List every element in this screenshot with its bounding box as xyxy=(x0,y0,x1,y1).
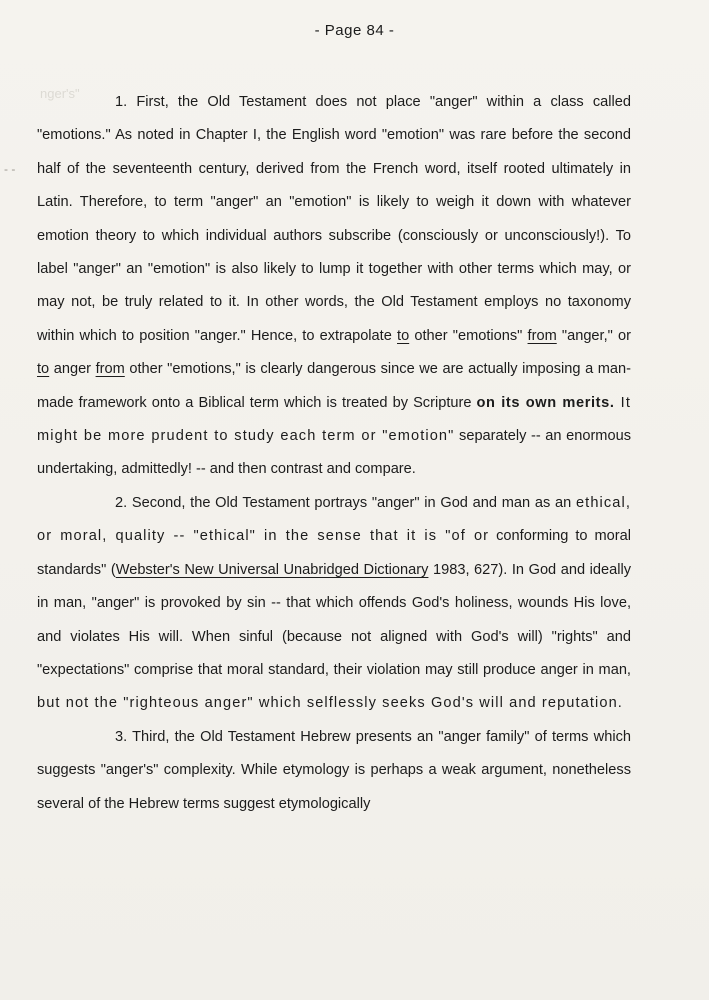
paragraph-2: 2. Second, the Old Testament portrays "anger" in God and man as an ethical, or moral, quality -- "ethical" in the sense that it is "of or conforming to moral standards" (Webster's New Universal Unabridged Dictionary 1983, 627). In God and ideally in man, "anger" is provoked by sin -- that which offends God's holiness, wounds His love, and violates His will. When sinful (because not aligned with God's will) "rights" and "expectations" comprise that moral standard, their violation may still produce anger in man, but not the "righteous anger" which selflessly seeks God's will and reputation. xyxy=(37,494,632,712)
page-number: - Page 84 - xyxy=(314,22,395,39)
margin-mark: - - xyxy=(4,162,16,176)
paragraph-1: 1. First, the Old Testament does not place "anger" within a class called "emotions." As noted in Chapter I, the English word "emotion" was rare before the second half of the seventeenth century, derived from the French word, itself rooted ultimately in Latin. Therefore, to term "anger" an "emotion" is likely to weigh it down with whatever emotion theory to which individual authors subscribe (consciously or unconsciously!). To label "anger" an "emotion" is also likely to lump it together with other terms which may, or may not, be truly related to it. In other words, the Old Testament employs no taxonomy within which to position "anger." Hence, to extrapolate to other "emotions" from "anger," or to anger from other "emotions," is clearly dangerous since we are actually imposing a man-made framework onto a Biblical term which is treated by Scripture on its own merits. It might be more prudent to study each term or "emotion" separately -- an enormous undertaking, admittedly! -- and then contrast and compare. xyxy=(37,94,631,478)
bleed-through-text: nger's" xyxy=(40,86,80,101)
body-text xyxy=(37,86,631,821)
paragraph-3: 3. Third, the Old Testament Hebrew presents an "anger family" of terms which suggests "anger's" complexity. While etymology is perhaps a weak argument, nonetheless several of the Hebrew terms suggest etymologically xyxy=(37,728,631,812)
